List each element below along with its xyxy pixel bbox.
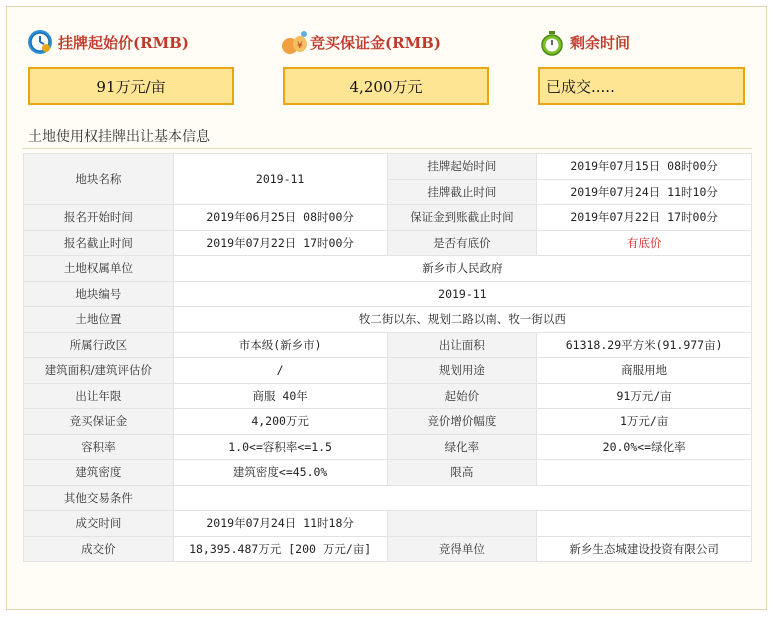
table-row [24, 154, 752, 180]
land-info-table [23, 153, 752, 562]
deal-price-value: 18,395.487万元 [200 万元/亩] [173, 536, 387, 562]
remaining-time-label: 剩余时间 [570, 33, 631, 52]
deal-time-extra-value [537, 511, 752, 537]
table-row [24, 205, 752, 231]
plot-ratio-value: 1.0<=容积率<=1.5 [173, 434, 387, 460]
start-price-header [28, 22, 189, 62]
land-location-label: 土地位置 [24, 307, 174, 333]
starting-price-value: 91万元/亩 [537, 383, 752, 409]
start-price-label: 挂牌起始价(RMB) [58, 33, 189, 52]
planned-use-label: 规划用途 [387, 358, 537, 384]
table-row [24, 511, 752, 537]
plot-ratio-label: 容积率 [24, 434, 174, 460]
deposit-box: 4,200万元 [283, 67, 489, 105]
parcel-name-value: 2019-11 [173, 154, 387, 205]
timer-icon [540, 30, 564, 54]
listing-start-label: 挂牌起始时间 [387, 154, 537, 180]
reserve-price-label: 是否有底价 [387, 230, 537, 256]
table-row [24, 358, 752, 384]
winner-value: 新乡生态城建设投资有限公司 [537, 536, 752, 562]
deposit-header [280, 22, 441, 62]
building-area-label: 建筑面积/建筑评估价 [24, 358, 174, 384]
table-row [24, 409, 752, 435]
deal-time-value: 2019年07月24日 11时18分 [173, 511, 387, 537]
bid-deposit-label: 竞买保证金 [24, 409, 174, 435]
transfer-area-label: 出让面积 [387, 332, 537, 358]
deposit-deadline-value: 2019年07月22日 17时00分 [537, 205, 752, 231]
deal-price-label: 成交价 [24, 536, 174, 562]
remaining-time-box: 已成交..... [538, 67, 745, 105]
parcel-number-value: 2019-11 [173, 281, 751, 307]
building-density-value: 建筑密度<=45.0% [173, 460, 387, 486]
other-conditions-label: 其他交易条件 [24, 485, 174, 511]
bid-increment-label: 竞价增价幅度 [387, 409, 537, 435]
reserve-price-value: 有底价 [537, 230, 752, 256]
table-row [24, 256, 752, 282]
building-area-value: / [173, 358, 387, 384]
svg-text:¥: ¥ [297, 41, 303, 51]
section-title: 土地使用权挂牌出让基本信息 [28, 129, 210, 145]
table-row [24, 281, 752, 307]
land-location-value: 牧二街以东、规划二路以南、牧一街以西 [173, 307, 751, 333]
table-row [24, 383, 752, 409]
deposit-deadline-label: 保证金到账截止时间 [387, 205, 537, 231]
table-row [24, 460, 752, 486]
listing-start-value: 2019年07月15日 08时00分 [537, 154, 752, 180]
district-label: 所属行政区 [24, 332, 174, 358]
parcel-name-label: 地块名称 [24, 154, 174, 205]
land-owner-label: 土地权属单位 [24, 256, 174, 282]
bid-increment-value: 1万元/亩 [537, 409, 752, 435]
remaining-time-header [540, 22, 630, 62]
parcel-number-label: 地块编号 [24, 281, 174, 307]
transfer-area-value: 61318.29平方米(91.977亩) [537, 332, 752, 358]
land-owner-value: 新乡市人民政府 [173, 256, 751, 282]
height-limit-value [537, 460, 752, 486]
listing-end-label: 挂牌截止时间 [387, 179, 537, 205]
deposit-label: 竞买保证金(RMB) [310, 33, 441, 52]
listing-end-value: 2019年07月24日 11时10分 [537, 179, 752, 205]
registration-start-value: 2019年06月25日 08时00分 [173, 205, 387, 231]
green-ratio-label: 绿化率 [387, 434, 537, 460]
winner-label: 竞得单位 [387, 536, 537, 562]
district-value: 市本级(新乡市) [173, 332, 387, 358]
clock-icon [28, 30, 52, 54]
start-price-box: 91万元/亩 [28, 67, 234, 105]
starting-price-label: 起始价 [387, 383, 537, 409]
table-row [24, 230, 752, 256]
green-ratio-value: 20.0%<=绿化率 [537, 434, 752, 460]
money-bag-icon [280, 30, 304, 54]
table-row [24, 485, 752, 511]
table-row [24, 332, 752, 358]
term-value: 商服 40年 [173, 383, 387, 409]
term-label: 出让年限 [24, 383, 174, 409]
other-conditions-value [173, 485, 751, 511]
bid-deposit-value: 4,200万元 [173, 409, 387, 435]
height-limit-label: 限高 [387, 460, 537, 486]
deal-time-label: 成交时间 [24, 511, 174, 537]
registration-start-label: 报名开始时间 [24, 205, 174, 231]
registration-end-label: 报名截止时间 [24, 230, 174, 256]
deal-time-extra-label [387, 511, 537, 537]
planned-use-value: 商服用地 [537, 358, 752, 384]
divider [22, 148, 752, 149]
table-row [24, 434, 752, 460]
building-density-label: 建筑密度 [24, 460, 174, 486]
registration-end-value: 2019年07月22日 17时00分 [173, 230, 387, 256]
table-row [24, 536, 752, 562]
table-row [24, 307, 752, 333]
